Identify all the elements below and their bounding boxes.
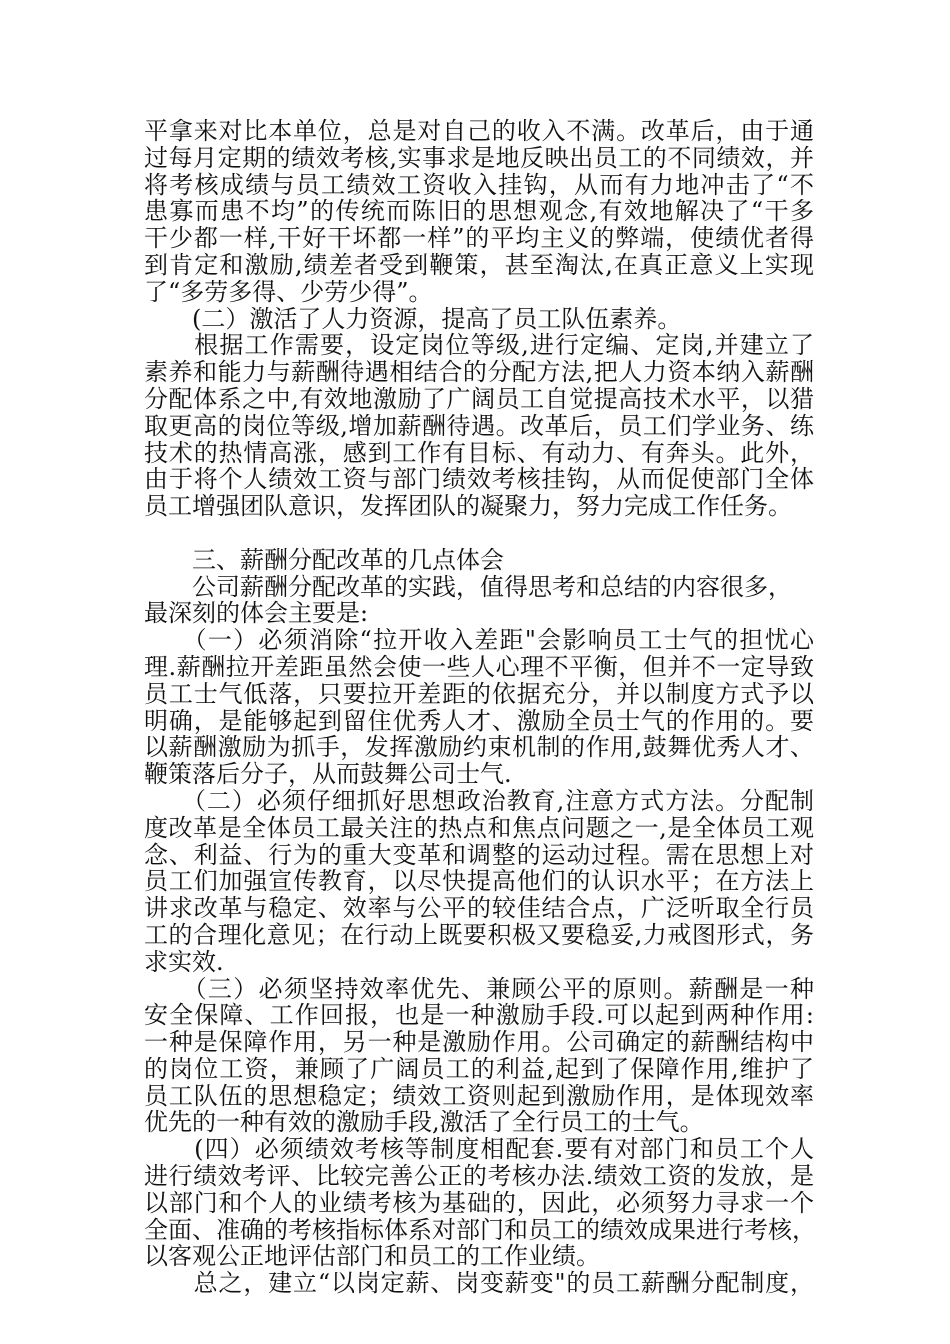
text-line: 将考核成绩与员工绩效工资收入挂钩，从而有力地冲击了“不 xyxy=(144,170,814,199)
paragraph-gap xyxy=(144,520,814,547)
text-line: 以薪酬激励为抓手，发挥激励约束机制的作用,鼓舞优秀人才、 xyxy=(144,733,814,762)
text-line: 干少都一样,干好干坏都一样”的平均主义的弊端，使绩优者得 xyxy=(144,224,814,253)
text-line: 三、薪酬分配改革的几点体会 xyxy=(144,545,504,574)
text-line: 理.薪酬拉开差距虽然会使一些人心理不平衡，但并不一定导致 xyxy=(144,652,814,681)
text-line: （一）必须消除“拉开收入差距"会影响员工士气的担忧心 xyxy=(144,626,814,655)
text-line: （三）必须坚持效率优先、兼顾公平的原则。薪酬是一种 xyxy=(144,974,814,1003)
text-line: 根据工作需要，设定岗位等级,进行定编、定岗,并建立了 xyxy=(144,331,814,360)
text-line: 安全保障、工作回报，也是一种激励手段.可以起到两种作用: xyxy=(144,1001,814,1030)
text-line: 患寡而患不均”的传统而陈旧的思想观念,有效地解决了“干多 xyxy=(144,197,814,226)
text-line: 一种是保障作用，另一种是激励作用。公司确定的薪酬结构中 xyxy=(144,1028,814,1057)
text-line: 公司薪酬分配改革的实践，值得思考和总结的内容很多， xyxy=(144,572,792,601)
text-line: 优先的一种有效的激励手段,激活了全行员工的士气。 xyxy=(144,1108,704,1137)
text-line: 求实效. xyxy=(144,947,224,976)
text-line: 平拿来对比本单位，总是对自己的收入不满。改革后，由于通 xyxy=(144,117,814,145)
text-line: 以部门和个人的业绩考核为基础的，因此，必须努力寻求一个 xyxy=(144,1188,814,1217)
text-line: 以客观公正地评估部门和员工的工作业绩。 xyxy=(144,1242,600,1271)
text-line: 了“多劳多得、少劳少得”。 xyxy=(144,277,433,306)
text-line: 念、利益、行为的重大变革和调整的运动过程。需在思想上对 xyxy=(144,840,814,869)
text-line: 最深刻的体会主要是: xyxy=(144,599,369,628)
text-line: 讲求改革与稳定、效率与公平的较佳结合点，广泛听取全行员 xyxy=(144,894,814,923)
text-line: 全面、准确的考核指标体系对部门和员工的绩效成果进行考核， xyxy=(144,1215,816,1244)
text-line: (二）激活了人力资源，提高了员工队伍素养。 xyxy=(144,304,682,333)
text-line: 员工增强团队意识，发挥团队的凝聚力，努力完成工作任务。 xyxy=(144,492,792,521)
text-line: 取更高的岗位等级,增加薪酬待遇。改革后，员工们学业务、练 xyxy=(144,411,814,440)
text-line: 鞭策落后分子，从而鼓舞公司士气. xyxy=(144,760,512,789)
text-line: 过每月定期的绩效考核,实事求是地反映出员工的不同绩效，并 xyxy=(144,143,814,172)
text-line: 分配体系之中,有效地激励了广阔员工自觉提高技术水平，以猎 xyxy=(144,384,814,413)
text-line: 员工们加强宣传教育，以尽快提高他们的认识水平；在方法上 xyxy=(144,867,814,896)
text-line: 由于将个人绩效工资与部门绩效考核挂钩，从而促使部门全体 xyxy=(144,465,814,494)
text-line: 员工队伍的思想稳定；绩效工资则起到激励作用，是体现效率 xyxy=(144,1081,814,1110)
text-line: 到肯定和激励,绩差者受到鞭策，甚至淘汰,在真正意义上实现 xyxy=(144,250,814,279)
text-line: 度改革是全体员工最关注的热点和焦点问题之一,是全体员工观 xyxy=(144,813,814,842)
text-line: 素养和能力与薪酬待遇相结合的分配方法,把人力资本纳入薪酬 xyxy=(144,358,814,387)
text-line: 员工士气低落，只要拉开差距的依据充分，并以制度方式予以 xyxy=(144,679,814,708)
text-line: 明确，是能够起到留住优秀人才、激励全员士气的作用的。要 xyxy=(144,706,814,735)
text-line: 的岗位工资，兼顾了广阔员工的利益,起到了保障作用,维护了 xyxy=(144,1054,814,1083)
text-line: 进行绩效考评、比较完善公正的考核办法.绩效工资的发放，是 xyxy=(144,1162,814,1191)
text-line: (四）必须绩效考核等制度相配套.要有对部门和员工个人 xyxy=(144,1135,814,1164)
text-line: 总之，建立“以岗定薪、岗变薪变"的员工薪酬分配制度， xyxy=(144,1269,814,1298)
text-line: （二）必须仔细抓好思想政治教育,注意方式方法。分配制 xyxy=(144,786,814,815)
text-line: 工的合理化意见；在行动上既要积极又要稳妥,力戒图形式，务 xyxy=(144,920,814,949)
document-body-text xyxy=(144,118,814,1297)
text-line: 技术的热情高涨，感到工作有目标、有动力、有奔头。此外， xyxy=(144,438,814,467)
